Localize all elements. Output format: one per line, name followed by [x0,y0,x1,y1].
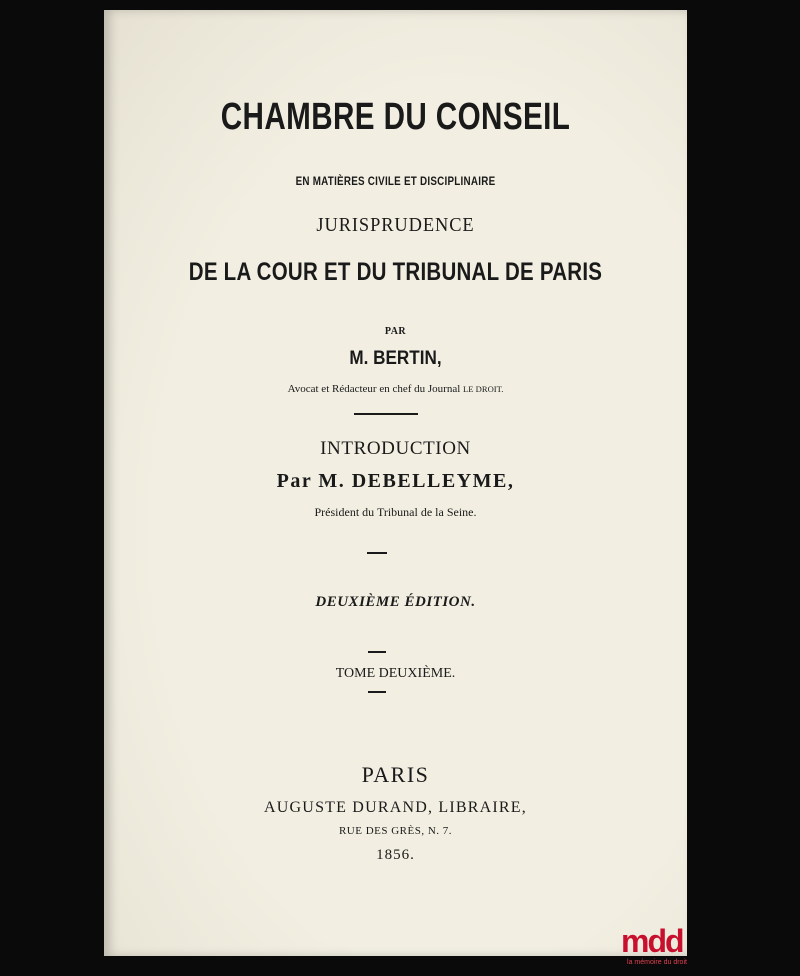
watermark-tagline: la mémoire du droit [627,959,687,966]
author-role [104,383,687,395]
publisher-name: AUGUSTE DURAND, LIBRAIRE, [264,799,527,816]
introduction-author-role: Président du Tribunal de la Seine. [314,505,477,519]
divider-rule [354,413,418,415]
publication-city: PARIS [361,762,430,787]
subtitle-jurisprudence: JURISPRUDENCE [316,214,475,236]
subtitle-cour: DE LA COUR ET DU TRIBUNAL DE PARIS [188,258,603,286]
short-divider [368,691,386,693]
subtitle-matieres: EN MATIÈRES CIVILE ET DISCIPLINAIRE [295,174,496,188]
publisher-address: RUE DES GRÈS, N. 7. [338,825,453,837]
short-divider [367,552,387,554]
by-label: PAR [384,326,407,337]
author-role-text: Avocat et Rédacteur en chef du Journal [287,383,461,395]
introduction-author: Par M. DEBELLEYME, [276,470,515,492]
volume-label: TOME DEUXIÈME. [335,666,456,681]
edition-label: DEUXIÈME ÉDITION. [315,594,476,610]
watermark-brand: mdd [621,923,683,959]
watermark-logo [617,921,697,967]
introduction-heading: INTRODUCTION [320,438,471,459]
book-title: CHAMBRE DU CONSEIL [220,96,571,138]
publication-year: 1856. [376,847,415,863]
short-divider [368,651,386,653]
author-name: M. BERTIN, [349,348,442,369]
journal-name: LE DROIT. [463,384,504,394]
